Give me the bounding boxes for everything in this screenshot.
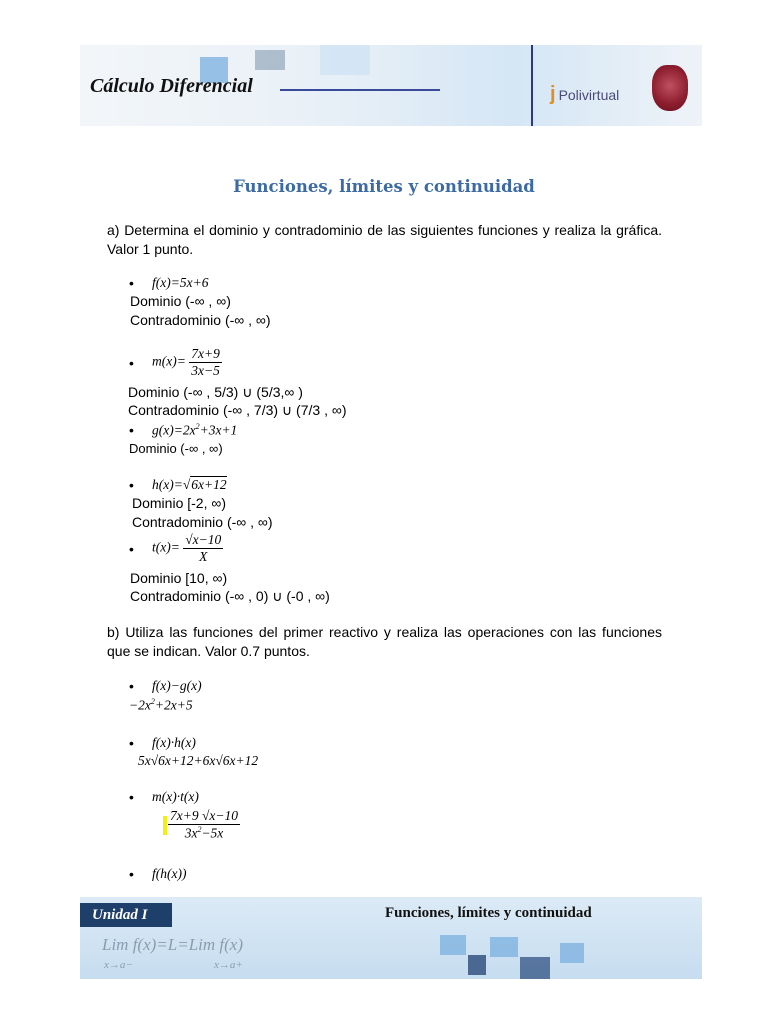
- bullet-icon: •: [129, 541, 134, 557]
- h-expression: [152, 477, 227, 493]
- limit-sub-right: x→a+: [214, 959, 243, 971]
- arrow-line: [280, 89, 440, 91]
- page-title: Funciones, límites y continuidad: [233, 177, 535, 196]
- t-domain: Dominio [10, ∞): [130, 570, 228, 586]
- footer-banner: [80, 897, 702, 979]
- op1-expression: f(x)−g(x): [152, 678, 202, 693]
- op3-numerator: 7x+9 √x−10: [170, 808, 238, 823]
- m-range: Contradominio (-∞ , 7/3) ∪ (7/3 , ∞): [128, 402, 347, 418]
- bullet-icon: •: [129, 275, 134, 291]
- bullet-icon: •: [129, 477, 134, 493]
- brand-logo: j Polivirtual: [550, 83, 620, 105]
- op1-result: $-2x^2+2x+5$: [129, 697, 193, 713]
- t-lhs: t(x)=: [152, 539, 180, 555]
- bullet-icon: •: [129, 355, 134, 371]
- highlight-mark: [163, 816, 167, 835]
- op2-expression: f(x)·h(x): [152, 735, 196, 750]
- t-denominator: X: [199, 549, 208, 564]
- m-denominator: 3x−5: [191, 363, 220, 378]
- footer-title: Funciones, límites y continuidad: [385, 905, 592, 921]
- bullet-icon: •: [129, 735, 134, 751]
- bullet-icon: •: [129, 422, 134, 438]
- bullet-icon: •: [129, 866, 134, 882]
- bullet-icon: •: [129, 789, 134, 805]
- h-radicand: 6x+12: [191, 477, 227, 492]
- g-lhs: g(x)=2x: [152, 422, 196, 438]
- bullet-icon: •: [129, 678, 134, 694]
- op4-expression: f(h(x)): [152, 866, 187, 881]
- f-expression: f(x)=5x+6: [152, 275, 209, 290]
- part-b-instruction: b) Utiliza las funciones del primer reactivo y realiza las operaciones con las funciones que se indican. Valor 0.7 puntos.: [107, 624, 662, 659]
- m-domain: Dominio (-∞ , 5/3) ∪ (5/3,∞ ): [128, 384, 303, 400]
- f-domain: Dominio (-∞ , ∞): [130, 293, 231, 309]
- decor-square: [440, 935, 466, 955]
- limit-sub-left: x→a−: [104, 959, 133, 971]
- decor-square: [320, 45, 370, 75]
- op2-result: 5x√6x+12+6x√6x+12: [138, 753, 259, 768]
- m-numerator: 7x+9: [191, 346, 220, 361]
- op1-result-b: +2x+5: [154, 697, 193, 713]
- limit-formula: Lim f(x)=L=Lim f(x): [102, 935, 243, 954]
- header-banner: [80, 45, 702, 126]
- part-a-instruction: a) Determina el dominio y contradominio de las siguientes funciones y realiza la gráfica. Valor 1 punto.: [107, 222, 662, 257]
- m-lhs: m(x)=: [152, 353, 186, 369]
- h-domain: Dominio [-2, ∞): [132, 495, 227, 511]
- axis-line: [531, 45, 533, 126]
- brand-name: Polivirtual: [558, 87, 620, 103]
- g-rhs: +3x+1: [199, 422, 238, 438]
- f-range: Contradominio (-∞ , ∞): [130, 312, 271, 328]
- op3-expression: m(x)·t(x): [152, 789, 199, 804]
- decor-square: [255, 50, 285, 70]
- course-title: Cálculo Diferencial: [90, 75, 253, 97]
- decor-square: [490, 937, 518, 957]
- op3-result: [168, 808, 240, 842]
- t-numerator: √x−10: [185, 532, 222, 547]
- op1-result-a: −2x: [129, 697, 151, 713]
- ipn-seal-icon: [652, 65, 688, 111]
- t-expression: [152, 532, 223, 565]
- m-expression: [152, 346, 222, 379]
- g-expression: $g(x)=2x^2+3x+1$: [152, 422, 238, 438]
- op3-denominator: $3x^2-5x$: [184, 825, 224, 841]
- decor-square: [560, 943, 584, 963]
- t-range: Contradominio (-∞ , 0) ∪ (-0 , ∞): [130, 588, 330, 604]
- h-lhs: h(x)=√: [152, 477, 191, 492]
- unit-tag: Unidad I: [80, 903, 172, 927]
- decor-square: [468, 955, 486, 975]
- h-range: Contradominio (-∞ , ∞): [132, 514, 273, 530]
- decor-square: [520, 957, 550, 979]
- g-domain: Dominio (-∞ , ∞): [129, 441, 223, 456]
